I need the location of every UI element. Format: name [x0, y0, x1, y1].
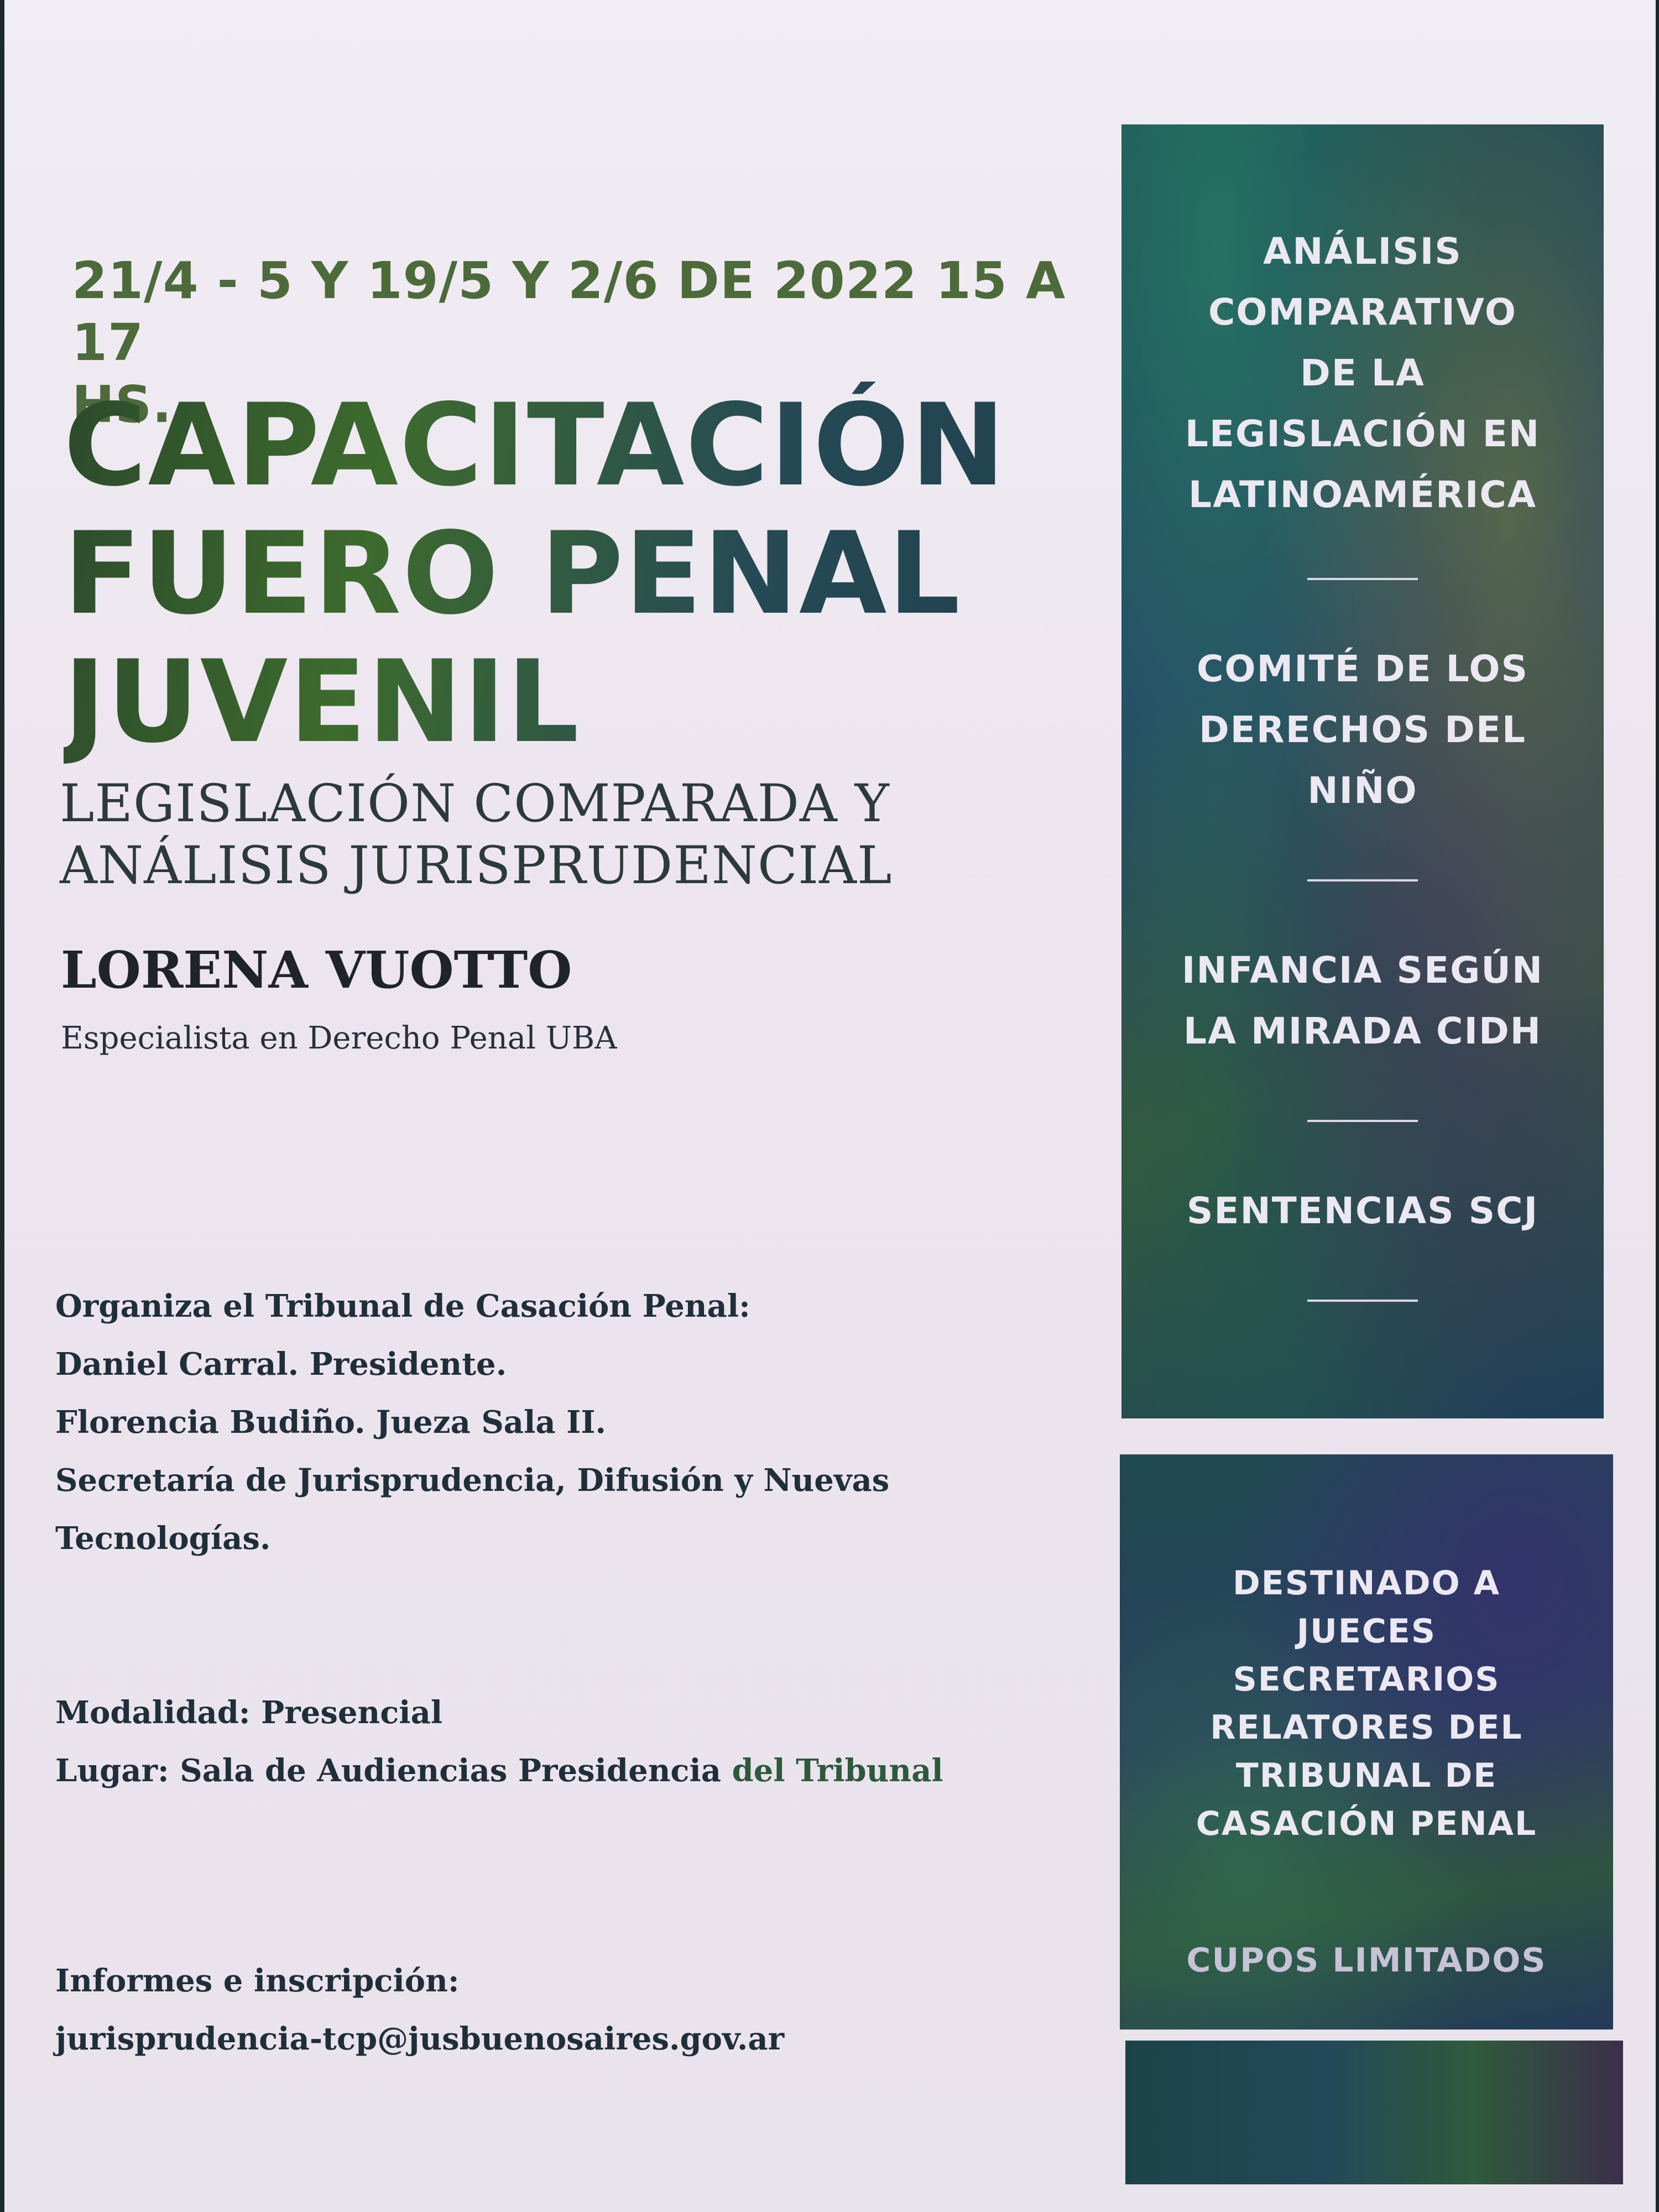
contact-email[interactable]: jurisprudencia-tcp@jusbuenosaires.gov.ar [55, 2021, 785, 2057]
audience-line-5: TRIBUNAL DE [1235, 1756, 1498, 1795]
speaker-name: LORENA VUOTTO [61, 940, 572, 1000]
title-line-1: CAPACITACIÓN [64, 380, 1007, 512]
topic-scj-rulings [1121, 1181, 1604, 1241]
topic-4-line-1: SENTENCIAS SCJ [1186, 1190, 1539, 1232]
organizer-secretariat: Secretaría de Jurisprudencia, Difusión y Nuevas [55, 1462, 890, 1499]
topic-2-line-1: COMITÉ DE LOS [1196, 648, 1529, 690]
audience-line-3: SECRETARIOS [1233, 1660, 1500, 1699]
speaker-role: Especialista en Derecho Penal UBA [61, 1020, 617, 1056]
subtitle-line-2: ANÁLISIS JURISPRUDENCIAL [60, 836, 893, 896]
topic-childrens-rights-committee [1121, 639, 1604, 821]
subtitle-line-1: LEGISLACIÓN COMPARADA Y [60, 774, 890, 834]
venue-suffix: del Tribunal [732, 1752, 943, 1789]
organizers-block [55, 1277, 1078, 1568]
contact-label: Informes e inscripción: [55, 1963, 460, 1999]
topic-3-line-2: LA MIRADA CIDH [1183, 1010, 1542, 1052]
topic-1-line-1: ANÁLISIS [1263, 230, 1462, 273]
topic-1-line-4: LEGISLACIÓN EN [1185, 413, 1541, 455]
audience-panel [1120, 1454, 1613, 2030]
organizers-heading: Organiza el Tribunal de Casación Penal: [55, 1288, 750, 1324]
modality: Modalidad: Presencial [55, 1694, 443, 1731]
topic-1-line-5: LATINOAMÉRICA [1188, 473, 1537, 516]
subtitle [60, 773, 1055, 897]
topic-cidh-view [1121, 940, 1604, 1062]
audience-line-2: JUECES [1296, 1612, 1437, 1651]
venue [55, 1742, 1078, 1800]
topic-3-line-1: INFANCIA SEGÚN [1181, 949, 1544, 992]
topic-1-line-2: COMPARATIVO [1208, 291, 1517, 333]
audience-line-4: RELATORES DEL [1210, 1708, 1523, 1747]
topics-panel [1121, 124, 1604, 1418]
topic-2-line-3: NIÑO [1307, 769, 1418, 812]
logistics-block [55, 1684, 1078, 1800]
audience-list [1120, 1559, 1613, 1848]
audience-line-6: CASACIÓN PENAL [1196, 1804, 1537, 1843]
audience-line-1: DESTINADO A [1232, 1564, 1501, 1603]
topic-comparative-analysis [1121, 221, 1604, 525]
topic-divider [1307, 879, 1418, 881]
decorative-strip [1125, 2041, 1623, 2184]
contact-block [55, 1952, 1078, 2068]
venue-prefix: Lugar: Sala de Audiencias Presidencia [55, 1752, 732, 1789]
title-line-2: FUERO PENAL [64, 508, 962, 640]
title-line-3: JUVENIL [64, 637, 580, 768]
organizer-secretariat-cont: Tecnologías. [55, 1520, 271, 1557]
topic-1-line-3: DE LA [1300, 352, 1425, 394]
topic-2-line-2: DERECHOS DEL [1199, 708, 1526, 751]
organizer-president: Daniel Carral. Presidente. [55, 1346, 507, 1383]
main-title [64, 382, 1114, 766]
topic-divider [1307, 1300, 1418, 1302]
organizer-judge: Florencia Budiño. Jueza Sala II. [55, 1404, 607, 1441]
topic-divider [1307, 578, 1418, 580]
event-dates-line1: 21/4 - 5 Y 19/5 Y 2/6 DE 2022 15 A 17 [72, 251, 1066, 372]
limited-seats-note: CUPOS LIMITADOS [1186, 1941, 1547, 1980]
topic-divider [1307, 1120, 1418, 1122]
